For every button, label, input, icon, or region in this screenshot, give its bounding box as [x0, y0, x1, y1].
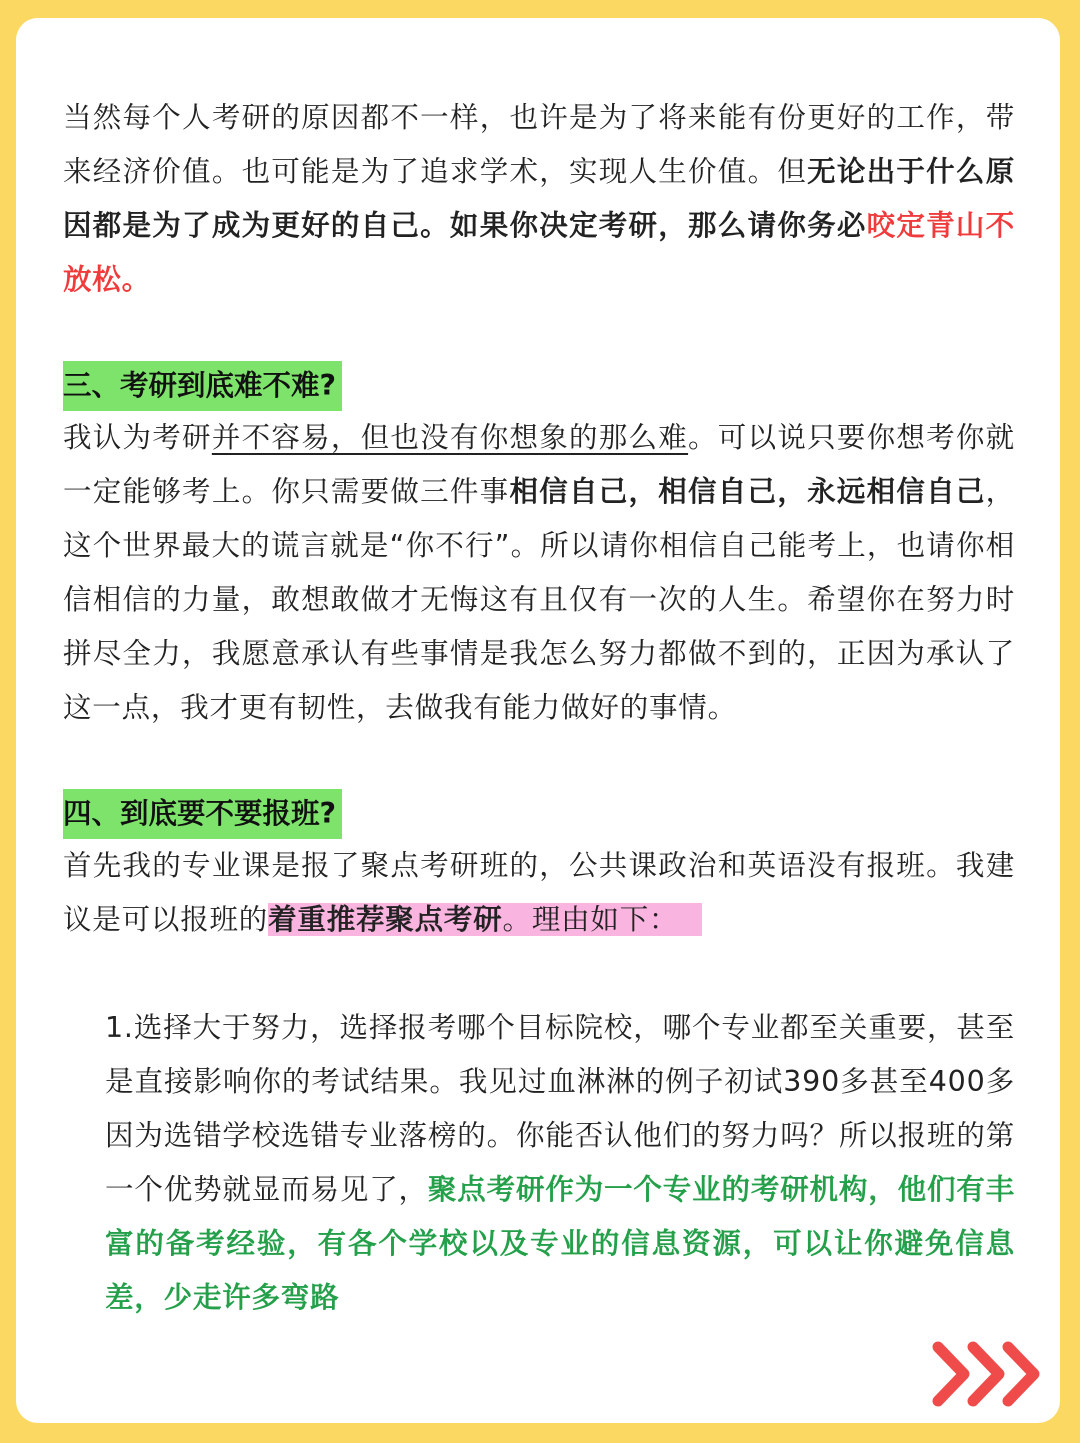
- bold-text: 相信自己，相信自己，永远相信自己: [509, 475, 986, 508]
- highlight-pink-bold-text: 着重推荐聚点考研: [268, 903, 503, 936]
- highlight-green-text: 聚点考研作为一个专业的考研机构，他们有丰富的备考经验，有各个学校以及专业的信息资源，可以让你避免信息差，少走许多弯路: [105, 1173, 1015, 1314]
- paragraph-difficulty: [63, 411, 1015, 735]
- bold-text: 无论出于什么原因都是为了成为更好的自己。如果你决定考研，那么请你务必: [63, 155, 1015, 242]
- text-span: 我认为考研: [63, 421, 212, 454]
- text-span: 首先我的专业课是报了聚点考研班的，公共课政治和英语没有报班。我建议是可以报班的: [63, 849, 1015, 936]
- underlined-text: 并不容易，但也没有你想象的那么难: [211, 421, 689, 454]
- highlight-red-text: 咬定青山不放松。: [63, 209, 1015, 296]
- paragraph-reason-1: [63, 1001, 1015, 1325]
- text-span: 。理由如下：: [502, 903, 679, 936]
- text-span: ，这个世界最大的谎言就是“你不行”。所以请你相信自己能考上，也请你相信相信的力量，敢想敢做才无悔这有且仅有一次的人生。希望你在努力时拼尽全力，我愿意承认有些事情是我怎么努力都做不到的，正因为承认了这一点，我才更有韧性，去做我有能力做好的事情。: [63, 475, 1015, 724]
- text-span: 当然每个人考研的原因都不一样，也许是为了将来能有份更好的工作，带来经济价值。也可能是为了追求学术，实现人生价值。但: [63, 101, 1015, 188]
- paragraph-motivation: [63, 91, 1015, 307]
- section-heading-4: 四、到底要不要报班?: [63, 789, 342, 839]
- text-span: 1.选择大于努力，选择报考哪个目标院校，哪个专业都至关重要，甚至是直接影响你的考试结果。我见过血淋淋的例子初试390多甚至400多因为选错学校选错专业落榜的。你能否认他们的努力吗？所以报班的第一个优势就显而易见了，: [105, 1011, 1015, 1206]
- spacer: [63, 307, 1015, 361]
- text-span: 。可以说只要你想考你就一定能够考上。你只需要做三件事: [63, 421, 1015, 508]
- article-body: [63, 91, 1015, 1325]
- section-heading-3: 三、考研到底难不难?: [63, 361, 342, 411]
- spacer: [63, 947, 1015, 1001]
- paragraph-course: [63, 839, 1015, 947]
- triple-chevron-right-icon: [928, 1341, 1044, 1407]
- spacer: [63, 735, 1015, 789]
- next-page-button[interactable]: [928, 1341, 1044, 1411]
- content-card: [16, 18, 1060, 1423]
